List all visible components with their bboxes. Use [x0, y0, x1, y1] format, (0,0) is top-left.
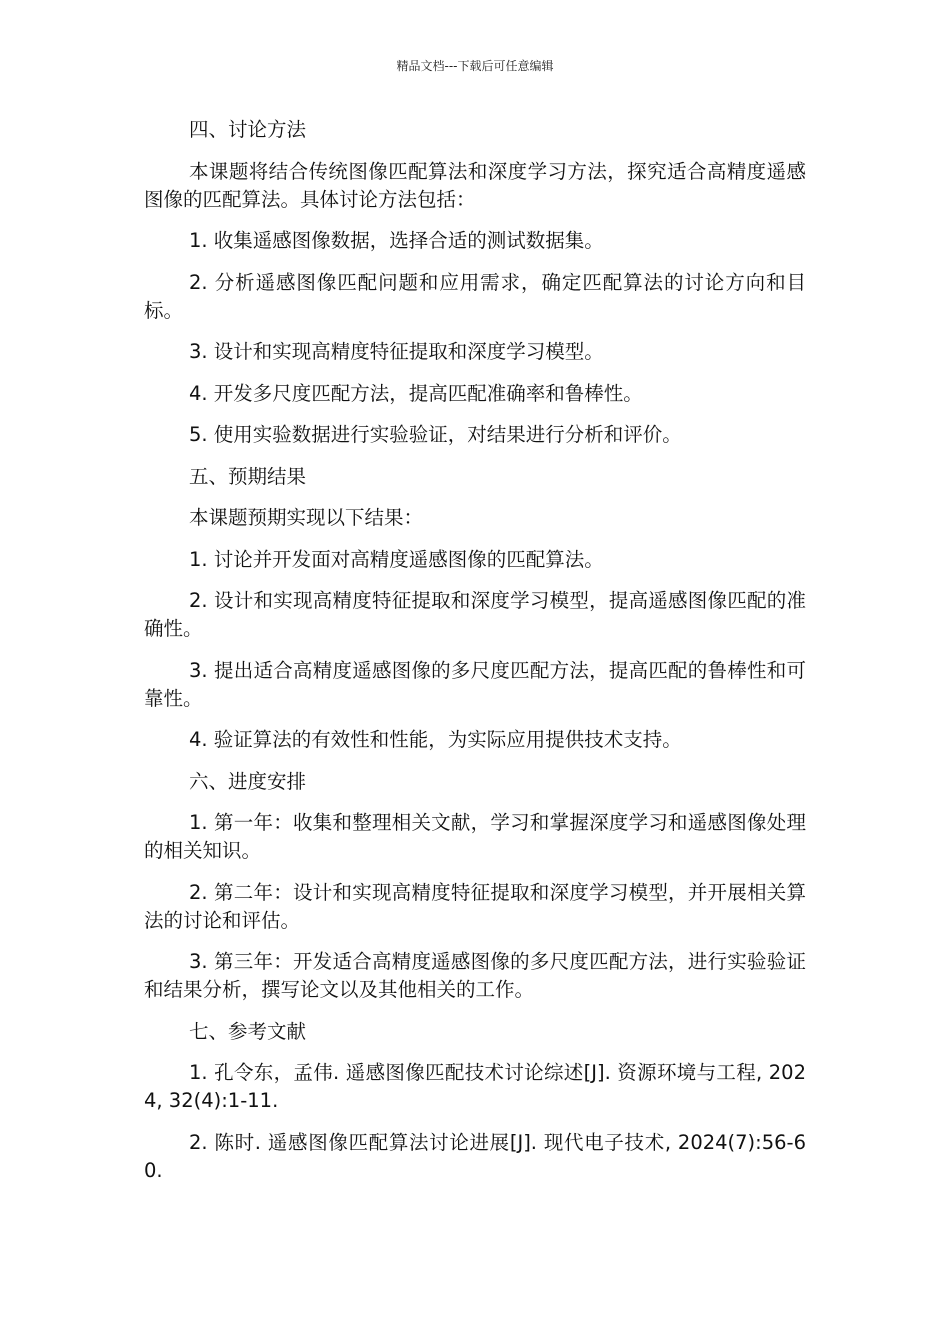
- reference-item: 1. 孔令东，孟伟. 遥感图像匹配技术讨论综述[J]. 资源环境与工程, 2024, 32(4):1-11.: [144, 1061, 806, 1112]
- list-item: 3. 提出适合高精度遥感图像的多尺度匹配方法，提高匹配的鲁棒性和可靠性。: [144, 658, 806, 710]
- section-heading-methods: 四、讨论方法: [189, 118, 307, 141]
- paragraph: 本课题将结合传统图像匹配算法和深度学习方法，探究适合高精度遥感图像的匹配算法。具体讨论方法包括：: [144, 159, 806, 211]
- list-item: 4. 验证算法的有效性和性能，为实际应用提供技术支持。: [189, 728, 682, 751]
- list-item: 3. 设计和实现高精度特征提取和深度学习模型。: [189, 340, 604, 363]
- list-item: 1. 第一年：收集和整理相关文献，学习和掌握深度学习和遥感图像处理的相关知识。: [144, 811, 806, 862]
- list-item: 4. 开发多尺度匹配方法，提高匹配准确率和鲁棒性。: [189, 381, 643, 405]
- list-item: 1. 收集遥感图像数据，选择合适的测试数据集。: [189, 229, 604, 252]
- list-item: 2. 分析遥感图像匹配问题和应用需求，确定匹配算法的讨论方向和目标。: [144, 270, 806, 322]
- list-item: 2. 设计和实现高精度特征提取和深度学习模型，提高遥感图像匹配的准确性。: [144, 589, 806, 640]
- section-heading-expected-results: 五、预期结果: [189, 464, 307, 488]
- list-item: 1. 讨论并开发面对高精度遥感图像的匹配算法。: [189, 547, 604, 571]
- paragraph: 本课题预期实现以下结果：: [189, 506, 424, 529]
- document-body: [144, 116, 806, 1198]
- page-header: 精品文档---下载后可任意编辑: [396, 59, 554, 73]
- list-item: 2. 第二年：设计和实现高精度特征提取和深度学习模型，并开展相关算法的讨论和评估。: [144, 880, 806, 932]
- list-item: 3. 第三年：开发适合高精度遥感图像的多尺度匹配方法，进行实验验证和结果分析，撰写论文以及其他相关的工作。: [144, 950, 806, 1001]
- reference-item: 2. 陈时. 遥感图像匹配算法讨论进展[J]. 现代电子技术, 2024(7):56-60.: [144, 1130, 806, 1182]
- list-item: 5. 使用实验数据进行实验验证，对结果进行分析和评价。: [189, 423, 682, 446]
- section-heading-schedule: 六、进度安排: [189, 769, 307, 793]
- section-heading-references: 七、参考文献: [189, 1019, 307, 1043]
